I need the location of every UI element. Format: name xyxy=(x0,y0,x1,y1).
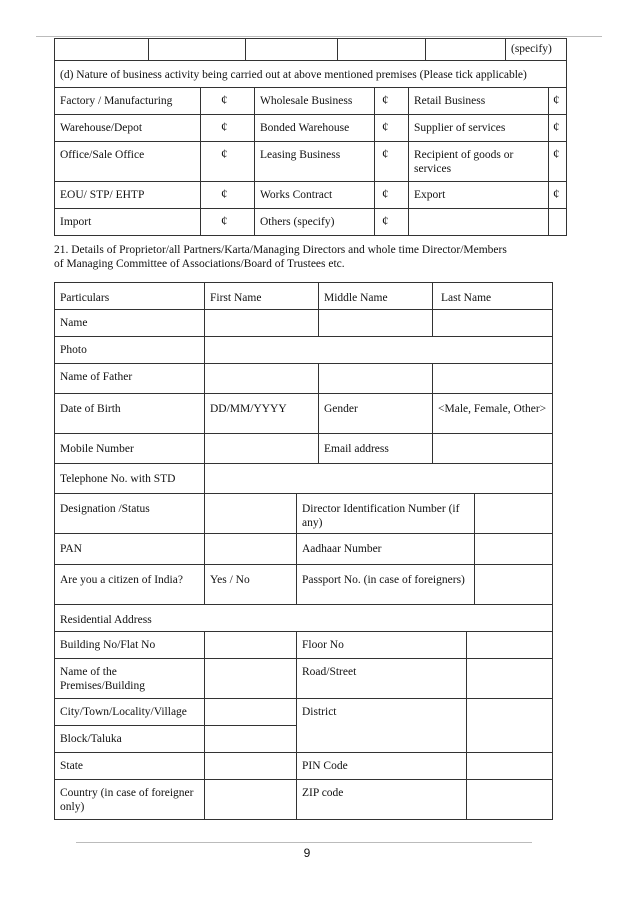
checkbox-icon[interactable]: ¢ xyxy=(375,115,409,142)
table-row xyxy=(55,61,567,88)
table-row xyxy=(55,780,553,820)
email-label: Email address xyxy=(319,434,433,464)
checkbox-icon[interactable]: ¢ xyxy=(549,115,567,142)
pan-field[interactable] xyxy=(205,534,297,565)
activity-label: Supplier of services xyxy=(409,115,549,142)
activity-label: Office/Sale Office xyxy=(55,142,201,182)
table-row xyxy=(55,142,567,182)
residential-address-heading: Residential Address xyxy=(55,605,553,632)
building-field[interactable] xyxy=(205,632,297,659)
table-row xyxy=(55,337,553,364)
country-field[interactable] xyxy=(205,780,297,820)
table-row xyxy=(55,659,553,699)
father-first-name-field[interactable] xyxy=(205,364,319,394)
table-row xyxy=(55,605,553,632)
table-row xyxy=(55,434,553,464)
state-label: State xyxy=(55,753,205,780)
header-middle-name: Middle Name xyxy=(319,283,433,310)
table-row xyxy=(55,88,567,115)
activity-label: Wholesale Business xyxy=(255,88,375,115)
designation-label: Designation /Status xyxy=(55,494,205,534)
activity-label: Bonded Warehouse xyxy=(255,115,375,142)
road-label: Road/Street xyxy=(297,659,467,699)
table-row xyxy=(55,464,553,494)
building-label: Building No/Flat No xyxy=(55,632,205,659)
table-row xyxy=(55,115,567,142)
personal-details-table xyxy=(54,282,553,494)
blank-cell xyxy=(246,39,338,61)
premises-label: Name of the Premises/Building xyxy=(55,659,205,699)
floor-field[interactable] xyxy=(467,632,553,659)
father-last-name-field[interactable] xyxy=(433,364,553,394)
citizen-label: Are you a citizen of India? xyxy=(55,565,205,605)
pin-label: PIN Code xyxy=(297,753,467,780)
footer-rule xyxy=(76,842,532,843)
checkbox-icon[interactable]: ¢ xyxy=(375,142,409,182)
road-field[interactable] xyxy=(467,659,553,699)
city-field[interactable] xyxy=(205,699,297,726)
section-21-heading xyxy=(54,243,584,271)
checkbox-icon[interactable]: ¢ xyxy=(549,88,567,115)
table-row xyxy=(55,310,553,337)
business-activity-options xyxy=(54,60,567,236)
mobile-label: Mobile Number xyxy=(55,434,205,464)
section-d-heading: (d) Nature of business activity being carried out at above mentioned premises (Please tick applicable) xyxy=(55,61,567,88)
premises-field[interactable] xyxy=(205,659,297,699)
last-name-field[interactable] xyxy=(433,310,553,337)
residential-address-table xyxy=(54,604,553,820)
checkbox-icon[interactable]: ¢ xyxy=(375,182,409,209)
header-first-name: First Name xyxy=(205,283,319,310)
din-field[interactable] xyxy=(475,494,553,534)
passport-field[interactable] xyxy=(475,565,553,605)
table-row xyxy=(55,182,567,209)
checkbox-icon[interactable]: ¢ xyxy=(201,88,255,115)
din-label: Director Identification Number (if any) xyxy=(297,494,475,534)
gender-field[interactable]: <Male, Female, Other> xyxy=(433,394,553,434)
table-row xyxy=(55,632,553,659)
father-label: Name of Father xyxy=(55,364,205,394)
activity-label: Retail Business xyxy=(409,88,549,115)
father-middle-name-field[interactable] xyxy=(319,364,433,394)
table-row xyxy=(55,565,553,605)
mobile-field[interactable] xyxy=(205,434,319,464)
table-row xyxy=(55,534,553,565)
header-particulars: Particulars xyxy=(55,283,205,310)
photo-label: Photo xyxy=(55,337,205,364)
telephone-label: Telephone No. with STD xyxy=(55,464,205,494)
floor-label: Floor No xyxy=(297,632,467,659)
first-name-field[interactable] xyxy=(205,310,319,337)
district-label: District xyxy=(297,699,467,753)
designation-table xyxy=(54,493,553,605)
blank-cell xyxy=(149,39,246,61)
designation-field[interactable] xyxy=(205,494,297,534)
activity-label: Leasing Business xyxy=(255,142,375,182)
activity-label: Warehouse/Depot xyxy=(55,115,201,142)
top-rule xyxy=(36,36,602,37)
activity-label: Import xyxy=(55,209,201,236)
aadhaar-field[interactable] xyxy=(475,534,553,565)
table-row xyxy=(55,39,567,61)
blank-cell xyxy=(426,39,506,61)
pan-label: PAN xyxy=(55,534,205,565)
checkbox-icon[interactable]: ¢ xyxy=(201,115,255,142)
zip-label: ZIP code xyxy=(297,780,467,820)
table-row xyxy=(55,753,553,780)
country-label: Country (in case of foreigner only) xyxy=(55,780,205,820)
dob-label: Date of Birth xyxy=(55,394,205,434)
page-number: 9 xyxy=(303,846,311,860)
table-row xyxy=(55,494,553,534)
specify-cell: (specify) xyxy=(506,39,567,61)
checkbox-icon[interactable]: ¢ xyxy=(549,182,567,209)
activity-label: Others (specify) xyxy=(255,209,375,236)
section-21-line1: 21. Details of Proprietor/all Partners/Karta/Managing Directors and whole time Director/Members xyxy=(54,244,507,256)
table-row xyxy=(55,394,553,434)
aadhaar-label: Aadhaar Number xyxy=(297,534,475,565)
district-field[interactable] xyxy=(467,699,553,753)
middle-name-field[interactable] xyxy=(319,310,433,337)
activity-label: Works Contract xyxy=(255,182,375,209)
table-row xyxy=(55,283,553,310)
checkbox-icon[interactable]: ¢ xyxy=(201,209,255,236)
city-label: City/Town/Locality/Village xyxy=(55,699,205,726)
table-row xyxy=(55,699,553,726)
blank-cell xyxy=(409,209,549,236)
checkbox-icon[interactable]: ¢ xyxy=(375,88,409,115)
gender-label: Gender xyxy=(319,394,433,434)
table-row xyxy=(55,209,567,236)
name-label: Name xyxy=(55,310,205,337)
citizen-field[interactable]: Yes / No xyxy=(205,565,297,605)
activity-label: Recipient of goods or services xyxy=(409,142,549,182)
block-label: Block/Taluka xyxy=(55,726,205,753)
table-row xyxy=(55,364,553,394)
blank-cell xyxy=(338,39,426,61)
blank-cell xyxy=(55,39,149,61)
business-activity-table xyxy=(54,38,567,61)
passport-label: Passport No. (in case of foreigners) xyxy=(297,565,475,605)
section-21-line2: of Managing Committee of Associations/Board of Trustees etc. xyxy=(54,258,345,270)
checkbox-icon[interactable]: ¢ xyxy=(201,142,255,182)
activity-label: Factory / Manufacturing xyxy=(55,88,201,115)
telephone-field[interactable] xyxy=(205,464,553,494)
header-last-name: Last Name xyxy=(433,283,553,310)
photo-field[interactable] xyxy=(205,337,553,364)
dob-field[interactable]: DD/MM/YYYY xyxy=(205,394,319,434)
activity-label: EOU/ STP/ EHTP xyxy=(55,182,201,209)
checkbox-icon[interactable]: ¢ xyxy=(549,142,567,182)
email-field[interactable] xyxy=(433,434,553,464)
blank-cell xyxy=(549,209,567,236)
pin-field[interactable] xyxy=(467,753,553,780)
block-field[interactable] xyxy=(205,726,297,753)
checkbox-icon[interactable]: ¢ xyxy=(375,209,409,236)
checkbox-icon[interactable]: ¢ xyxy=(201,182,255,209)
state-field[interactable] xyxy=(205,753,297,780)
zip-field[interactable] xyxy=(467,780,553,820)
activity-label: Export xyxy=(409,182,549,209)
